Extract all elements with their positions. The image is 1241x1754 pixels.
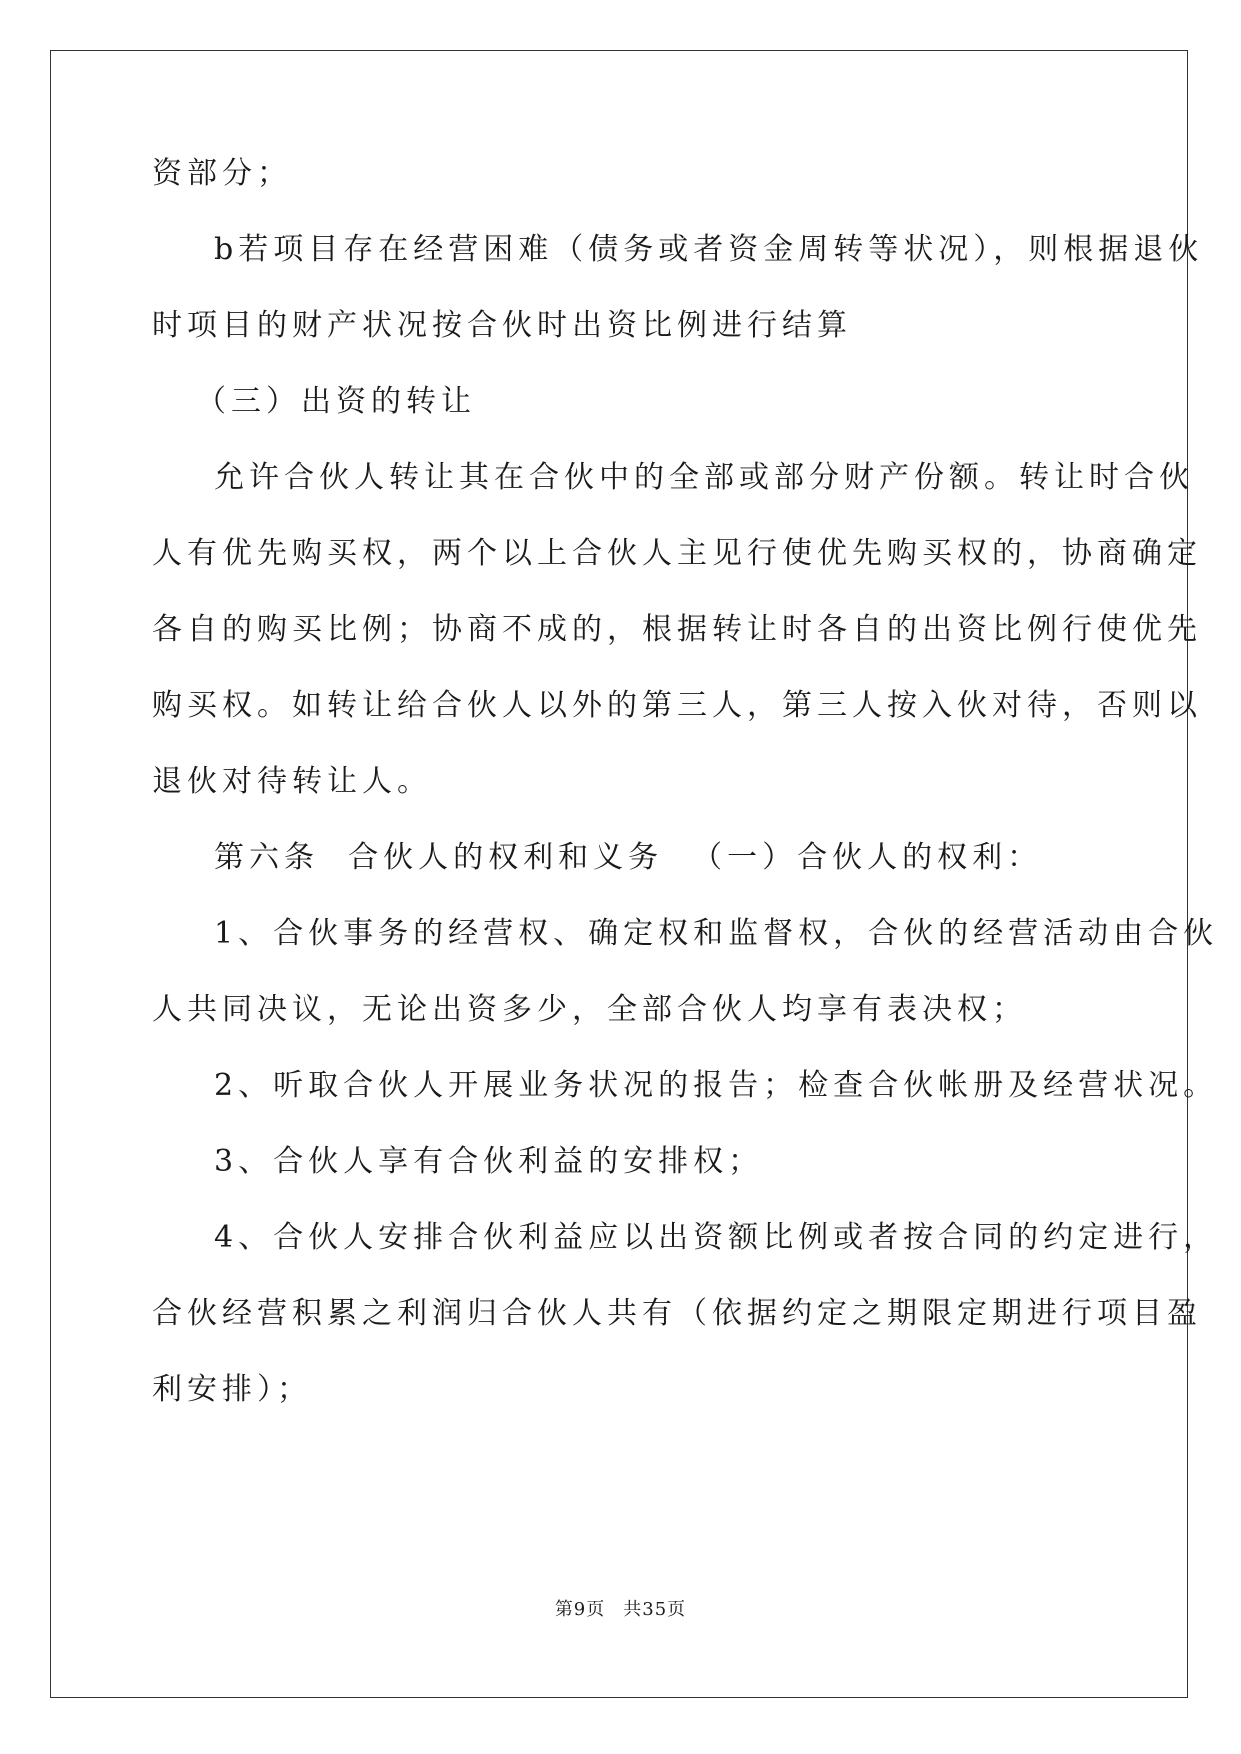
text-line: 时项目的财产状况按合伙时出资比例进行结算 (152, 308, 852, 343)
text-line: 合伙经营积累之利润归合伙人共有（依据约定之期限定期进行项目盈 (152, 1296, 1202, 1331)
text-line: 允许合伙人转让其在合伙中的全部或部分财产份额。转让时合伙 (214, 460, 1194, 495)
page-total: 共35页 (623, 1599, 687, 1620)
text-line: 人共同决议，无论出资多少，全部合伙人均享有表决权； (152, 992, 1027, 1027)
text-line: 3、合伙人享有合伙利益的安排权； (214, 1144, 764, 1179)
text-line: 各自的购买比例；协商不成的，根据转让时各自的出资比例行使优先 (152, 612, 1202, 647)
section-heading: （三）出资的转让 (196, 384, 476, 419)
text-line: 1、合伙事务的经营权、确定权和监督权，合伙的经营活动由合伙 (214, 916, 1219, 951)
text-line: 4、合伙人安排合伙利益应以出资额比例或者按合同的约定进行， (214, 1220, 1219, 1255)
article-heading: 第六条 合伙人的权利和义务 （一）合伙人的权利： (214, 840, 1043, 875)
text-line: 利安排）； (152, 1372, 312, 1407)
text-line: 人有优先购买权，两个以上合伙人主见行使优先购买权的，协商确定 (152, 536, 1202, 571)
text-line: 2、听取合伙人开展业务状况的报告；检查合伙帐册及经营状况。 (214, 1068, 1219, 1103)
text-line: 购买权。如转让给合伙人以外的第三人，第三人按入伙对待，否则以 (152, 688, 1202, 723)
page-number: 第9页 (554, 1599, 606, 1620)
text-line: 退伙对待转让人。 (152, 764, 432, 799)
text-line: 资部分； (152, 156, 292, 191)
page-footer (0, 1595, 1241, 1621)
text-line: b若项目存在经营困难（债务或者资金周转等状况），则根据退伙 (214, 232, 1204, 267)
